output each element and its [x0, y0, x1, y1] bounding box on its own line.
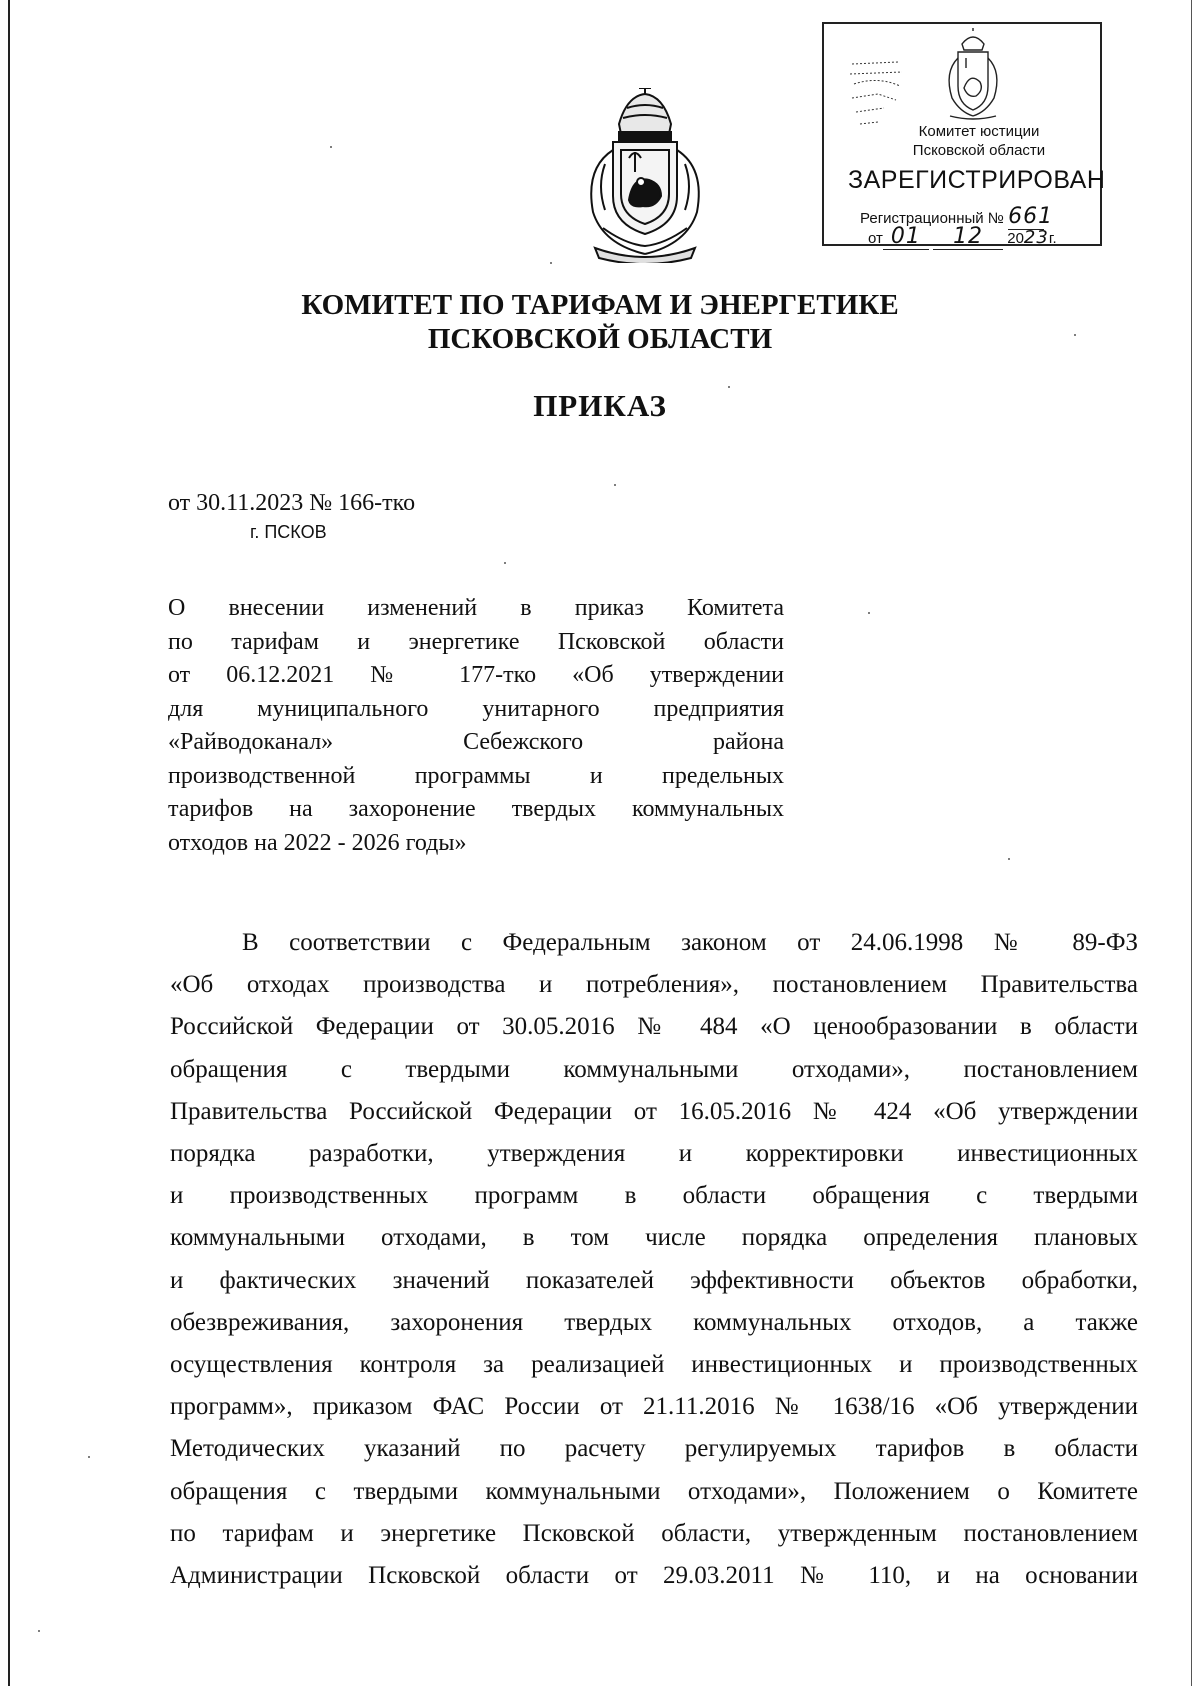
scan-speck [614, 484, 616, 486]
order-date-number: от 30.11.2023 № 166-тко [168, 490, 416, 516]
stamp-org-line-1: Комитет юстиции [918, 123, 1040, 140]
body-line: и производственных программ в области обращения с твердыми [170, 1182, 1138, 1210]
document-type: ПРИКАЗ [533, 388, 667, 423]
subject-line: «Райводоканал» Себежского района [168, 729, 784, 755]
body-line: осуществления контроля за реализацией инвестиционных и производственных [170, 1351, 1138, 1379]
stamp-reg-label: Регистрационный № [860, 210, 1004, 227]
scan-speck [728, 386, 730, 388]
organization-title [0, 288, 1200, 356]
subject-line: производственной программы и предельных [168, 762, 784, 789]
stamp-org-line-2: Псковской области [912, 142, 1046, 159]
order-subject [168, 592, 784, 860]
scan-speck [38, 1630, 40, 1632]
organization-title-line-1: КОМИТЕТ ПО ТАРИФАМ И ЭНЕРГЕТИКЕ [301, 289, 899, 321]
body-line: обезвреживания, захоронения твердых коммунальных отходов, а также [170, 1308, 1138, 1336]
page-right-edge [1191, 0, 1192, 1686]
stamp-date-prefix: от [868, 230, 883, 247]
body-line: обращения с твердыми коммунальными отходами», постановлением [170, 1055, 1138, 1083]
body-line: программ», приказом ФАС России от 21.11.2016 № 1638/16 «Об утверждении [170, 1393, 1138, 1421]
scan-speck [868, 612, 870, 614]
scan-speck [88, 1456, 90, 1458]
page-left-edge [8, 0, 10, 1686]
subject-line: О внесении изменений в приказ Комитета [168, 595, 784, 621]
body-line: коммунальными отходами, в том числе порядка определения плановых [170, 1224, 1138, 1252]
scan-speck [1074, 334, 1076, 336]
body-line: и фактических значений показателей эффективности объектов обработки, [170, 1266, 1138, 1294]
organization-title-line-2: ПСКОВСКОЙ ОБЛАСТИ [427, 323, 773, 355]
body-line: Российской Федерации от 30.05.2016 № 484 «О ценообразовании в области [170, 1013, 1138, 1041]
registration-stamp [822, 22, 1106, 249]
scan-speck [330, 146, 332, 148]
stamp-status: ЗАРЕГИСТРИРОВАН [848, 166, 1106, 194]
body-line: Методических указаний по расчету регулируемых тарифов в области [170, 1435, 1138, 1463]
body-line: порядка разработки, утверждения и корректировки инвестиционных [170, 1140, 1138, 1168]
scan-speck [1008, 858, 1010, 860]
order-city: г. ПСКОВ [250, 522, 327, 542]
subject-line: по тарифам и энергетике Псковской области [168, 628, 784, 655]
stamp-date-year-suffix: 23 [1023, 227, 1049, 248]
subject-line: для муниципального унитарного предприятия [168, 695, 784, 722]
stamp-date-line [868, 224, 1057, 250]
subject-line: отходов на 2022 - 2026 годы» [168, 829, 467, 856]
scan-speck [550, 262, 552, 264]
subject-line: тарифов на захоронение твердых коммунальных [168, 796, 784, 822]
body-line: Администрации Псковской области от 29.03.2011 № 110, и на основании [170, 1562, 1138, 1590]
body-line: «Об отходах производства и потребления», постановлением Правительства [170, 971, 1138, 999]
stamp-coat-of-arms-icon [936, 28, 1010, 122]
stamp-date-day: 01 [883, 224, 929, 250]
stamp-date-suffix: г. [1048, 230, 1057, 247]
scan-speck [504, 562, 506, 564]
stamp-date-month: 12 [933, 224, 1003, 250]
coat-of-arms-icon [575, 88, 715, 263]
subject-line: от 06.12.2021 № 177-тко «Об утверждении [168, 662, 784, 688]
order-body-text [170, 922, 1138, 1597]
stamp-reg-number: 661 [1008, 204, 1054, 229]
stamp-date-year-prefix: 20 [1007, 230, 1024, 247]
body-line: обращения с твердыми коммунальными отходами», Положением о Комитете [170, 1477, 1138, 1505]
body-line: по тарифам и энергетике Псковской области, утвержденным постановлением [170, 1519, 1138, 1547]
body-line: В соответствии с Федеральным законом от 24.06.1998 № 89-ФЗ [242, 929, 1138, 956]
body-line: Правительства Российской Федерации от 16.05.2016 № 424 «Об утверждении [170, 1097, 1138, 1125]
stamp-organization [884, 122, 1074, 160]
